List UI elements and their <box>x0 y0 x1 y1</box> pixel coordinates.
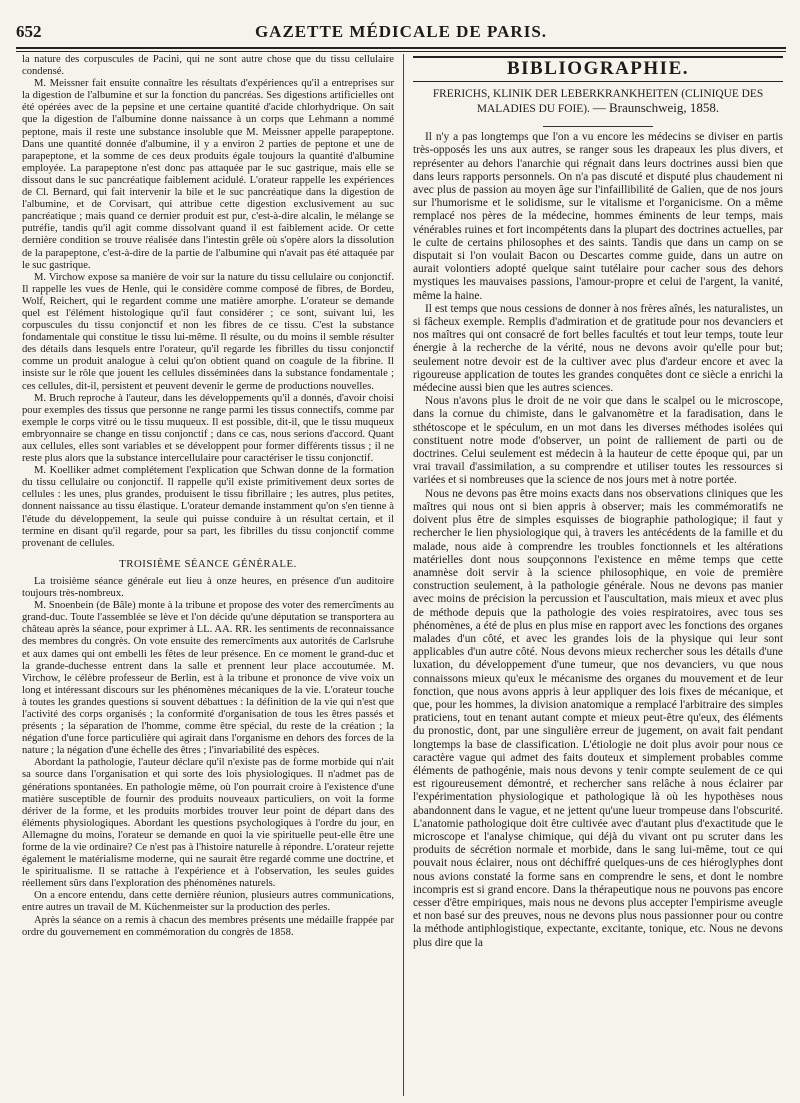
bibliography-title: BIBLIOGRAPHIE. <box>506 58 689 79</box>
header-rule <box>16 47 786 52</box>
work-heading <box>417 88 779 116</box>
left-paragraph-7: M. Snoenbein (de Bâle) monte à la tribune et propose des voter des remercîments au grand-duc. Toute l'assemblée se lève et l'on décide qu'une députation se transportera au château après la séance, pour exprimer à LL. AA. RR. les sentiments de reconnaissance des membres du congrès. On vote ensuite des remercîments aux autorités de Carlsruhe et aux dames qui ont embelli les fêtes de leur présence. En ce moment le grand-duc et la grande-duchesse entrent dans la salle et prennent leur place accoutumée. M. Virchow, le célèbre professeur de Berlin, est à la tribune et prononce de vive voix un long et intéressant discours sur les phénomènes mécaniques de la vie. L'orateur touche à toutes les grandes questions si souvent débattues : la définition de la vie qui n'est que l'activité des corps organisés ; la conformité d'organisation de tous les êtres passés et présents ; la séparation de l'homme, comme être spécial, du reste de la création ; la négation d'une force particulière qui agirait dans l'organisme en dehors des forces de la nature ; la négation d'une échelle des êtres ; l'invariabilité des espèces. <box>22 600 394 757</box>
left-paragraph-10: Après la séance on a remis à chacun des membres présents une médaille frappée par ordre du gouvernement en commémoration du congrès de 1858. <box>22 914 394 938</box>
left-column <box>22 54 394 1100</box>
bibliography-banner <box>413 56 783 82</box>
journal-title: GAZETTE MÉDICALE DE PARIS. <box>254 22 548 41</box>
session-heading: TROISIÈME SÉANCE GÉNÉRALE. <box>119 557 297 570</box>
work-place: — Braunschweig, 1858. <box>592 100 720 116</box>
left-paragraph-1: la nature des corpuscules de Pacini, qui ne sont autre chose que du tissu cellulaire condensé. <box>22 54 394 78</box>
right-paragraph-3: Nous n'avons plus le droit de ne voir que dans le scalpel ou le microscope, dans la cornue du chimiste, dans le galvanomètre et la faradisation, dans le sthétoscope et le spéculum, en un mot dans les diverses méthodes isolées qui constituent notre mode d'observer, un point de ralliement de parti ou de doctrines. Celui seulement est médecin à la hauteur de cette époque qui, par un vrai travail d'assimilation, a su comprendre et utiliser toutes les ressources si variées et si nombreuses que la science de nos jours met à notre portée. <box>413 395 783 487</box>
right-paragraph-4: Nous ne devons pas être moins exacts dans nos observations cliniques que les maîtres qui nous ont si bien appris à observer; mais les commémoratifs ne doivent plus être de simples esquisses de biographie pathologique; il faut y rechercher le lien physiologique qui, à travers les antécédents de la famille et du malade, nous aide à comprendre les troubles fonctionnels et les altérations matérielles dont nous soupçonnons l'existence en même temps que cette anamnèse doit servir à la science philosophique, en voie de première construction seulement, à la pathologie générale. Nous ne devons pas manier avec moins de précision la percussion et l'auscultation, mais mieux et avec plus de méthode depuis que la pathologie des voies respiratoires, avec tous ses phénomènes, a été de plus en plus mise en rapport avec les fonctions des organes malades d'un côté, et avec les grandes lois de la physique qui leur sont applicables d'un autre côté. Nous devons mieux rechercher sous les détails d'une luxation, du développement d'une tumeur, que nos devanciers, vu que nous connaissons mieux qu'eux le mécanisme des organes du mouvement et de leur fonction, que nous avons appris à leur appliquer des lois fixes de mécanique, et que, pour les hommes, la division anatomique a remplacé l'arbitraire des simples praticiens, tout en tenant autant compte et mieux peut-être qu'eux, des éléments du pronostic, dont, par une singulière erreur de jugement, on avait fait pendant longtemps la base de classification. L'étiologie ne doit plus avoir pour nous ce caractère vague qui admet des faits douteux et simplement probables comme éléments de pathogénie, mais nous devons y tenir compte seulement de ce qui est rigoureusement démontré, et rechercher sans relâche à nous éclairer par l'expérimentation physiologique et pathologique là où les hypothèses nous abandonnent dans le vague, et ne jettent qu'une lueur trompeuse dans l'obscurité. L'anatomie pathologique doit être cultivée avec d'autant plus d'exactitude que le microscope et l'analyse chimique, qui déjà du vivant ont pu scruter dans les produits de sécrétion normale et morbide, dans le sang lui-même, tout ce qui pouvait nous éclairer, nous ont déchiffré quelques-uns de ces hiéroglyphes dont nous avions constaté la forme sans en comprendre le sens, et dont le nombre incompris est si grand encore. Dans la thérapeutique nous ne pouvons pas encore cesser d'être empiriques, mais nous ne devons plus accepter l'empirisme aveugle et non basé sur des preuves, nous ne devons plus nous passionner pour ou contre la méthode antiphlogistique, expectante, excitante, tonique, etc. Nous ne devons plus dire que la <box>413 487 783 949</box>
right-paragraph-1: Il n'y a pas longtemps que l'on a vu encore les médecins se diviser en partis très-opposés les uns aux autres, se ranger sous les drapeaux les plus divers, et représenter au dehors l'anarchie qui régnait dans leurs doctrines aussi bien que dans leurs rapports personnels. On n'a pas discuté et disputé plus chaudement ni avec plus de passion au moyen âge sur l'infaillibilité de Galien, que de nos jours sur l'humorisme et le solidisme, sur le vitalisme et l'organicisme. On a même remplacé nos pères de la médecine, hommes éminents de leur temps, mais vénérables ruines et fort incompétents dans la plupart des doctrines actuelles, par le culte de certains philosophes et des saints. Tandis que dans un camp on se disputait si l'on voulait Bacon ou Descartes comme guide, dans un autre on aurait volontiers adopté quelque saint tutélaire pour cacher sous des dehors mystiques les mauvaises passions, l'amour-propre et celui de l'argent, la vanité, même la haine. <box>413 131 783 302</box>
column-divider <box>403 54 404 1096</box>
heading-rule <box>543 126 653 127</box>
left-paragraph-4: M. Bruch reproche à l'auteur, dans les développements qu'il a donnés, d'avoir choisi pour exemples des tissus que personne ne range parmi les tissus connectifs, comme par exemple le corps vitré ou le tissu muqueux. Il est possible, dit-il, que le tissu muqueux embryonnaire se change en tissu conjonctif ; dans ce cas, nous serions d'accord. Quant aux cellules, elles sont variables et se développent pour former différents tissus ; il ne reste plus alors que la substance intercellulaire pour caractériser le tissu conjonctif. <box>22 392 394 465</box>
left-paragraph-8: Abordant la pathologie, l'auteur déclare qu'il n'existe pas de forme morbide qui n'ait sa source dans l'organisation et qui sorte des lois physiologiques. Il n'admet pas de générations spontanées. En pathologie même, où l'on pourrait croire à l'existence d'une matière susceptible de fournir des produits nouveaux particuliers, on voit la forme dériver de la forme, et les produits morbides trouver leur point de départ dans des éléments physiologiques. Abordant les questions psychologiques à l'ordre du jour, en Allemagne du moins, l'orateur se demande en quoi la vie spirituelle peut-elle être une forme de la vie ordinaire? Ce n'est pas à l'histoire naturelle à répondre. L'orateur rejette également le matérialisme moderne, qui ne saurait être regardé comme une doctrine, et le spiritualisme. Il se rattache à l'expérience et à l'observation, les seules guides réellement sûrs dans l'exploration des phénomènes naturels. <box>22 757 394 890</box>
work-title: FRERICHS, KLINIK DER LEBERKRANKHEITEN (CLINIQUE DES MALADIES DU FOIE). <box>432 88 764 116</box>
left-paragraph-6: La troisième séance générale eut lieu à onze heures, en présence d'un auditoire toujours très-nombreux. <box>22 575 394 600</box>
left-paragraph-3: M. Virchow expose sa manière de voir sur la nature du tissu cellulaire ou conjonctif. Il rappelle les vues de Henle, qui le considère comme composé de fibres, de Bordeu, Wolf, Reichert, qui le regardent comme une matière amorphe. L'orateur se demande quel est l'élément histologique qu'il faut considérer ; ce sont, suivant lui, les corpuscules du tissu conjonctif et non les fibres de ce tissu. C'est la substance fondamentale qui constitue le tissu lui-même. Il résulte, ou du moins il semble résulter des détails dans lesquels entre l'orateur, qu'il regarde les fibrilles du tissu conjonctif comme un produit analogue à celui qu'on obtient quand on coagule de la fibrine. Il insiste sur le rôle que jouent les cellules disséminées dans la substance fondamentale ; ces cellules, dit-il, persistent et peuvent devenir le germe de productions nouvelles. <box>22 271 394 392</box>
right-column <box>413 54 783 1100</box>
page-header <box>16 18 786 42</box>
left-paragraph-9: On a encore entendu, dans cette dernière réunion, plusieurs autres communications, entre autres un travail de M. Küchenmeister sur la production des perles. <box>22 890 394 914</box>
page-number: 652 <box>16 22 42 41</box>
left-paragraph-2: M. Meissner fait ensuite connaître les résultats d'expériences qu'il a entreprises sur la digestion de l'albumine et sur la fonction du pancréas. Ses digestions artificielles ont été opérées avec de la pepsine et une certaine quantité d'acide chlorhydrique. On sait que la digestion de l'albumine donne naissance à un corps que Lehmann a nommé peptone, mais il reste une substance insoluble que M. Meissner appelle parapeptone. Dans une quantité donnée d'albumine, il y a environ 2 parties de peptone et une de parapeptone, et la somme de ces deux produits égale toujours la quantité d'albumine employée. La parapeptone n'est donc pas attaquée par le suc gastrique, mais elle se dissout dans le suc pancréatique faiblement acidulé. L'orateur rappelle les expériences de Cl. Bernard, qui fait intervenir la bile et le suc pancréatique dans la digestion de l'albumine, et de Corvisart, qui attribue cette digestion exclusivement au suc pancréatique ; mais quand ce dernier produit est pur, c'est-à-dire alcalin, le mélange se putréfie, tandis qu'il agit comme dissolvant quand il est faiblement acide. Or cette dernière condition se trouve réalisée dans l'intestin grêle où s'opère alors la dissolution de la parapeptone, c'est-à-dire de la partie de l'albumine qui n'avait pas été attaquée par le suc gastrique. <box>22 78 394 271</box>
right-paragraph-2: Il est temps que nous cessions de donner à nos frères aînés, les naturalistes, un si fâcheux exemple. Remplis d'admiration et de gratitude pour nos devanciers et nos maîtres qui ont consacré de fort belles facultés et tout leur temps, toute leur énergie à la recherche de la vérité, nous ne devons avoir qu'elle pour but; seulement notre devoir est de la cultiver avec plus d'ardeur encore et avec la rigoureuse application de toutes les grandes conquêtes dont ce siècle a enrichi la médecine aussi bien que les autres sciences. <box>413 302 783 395</box>
left-paragraph-5: M. Koelliker admet complétement l'explication que Schwan donne de la formation du tissu cellulaire ou conjonctif. Il rappelle qu'il existe primitivement deux sortes de cellules : les unes, plus grandes, produisent le tissu fibrillaire ; les autres, plus petites, donnent naissance au tissu élastique. L'orateur demande instamment qu'on s'en tienne à l'étude du développement, la seule qui puisse conduire à un résultat certain, et il termine en disant qu'il regarde, pour sa part, les fibrilles du tissu conjonctif comme provenant de cellules. <box>22 465 394 549</box>
